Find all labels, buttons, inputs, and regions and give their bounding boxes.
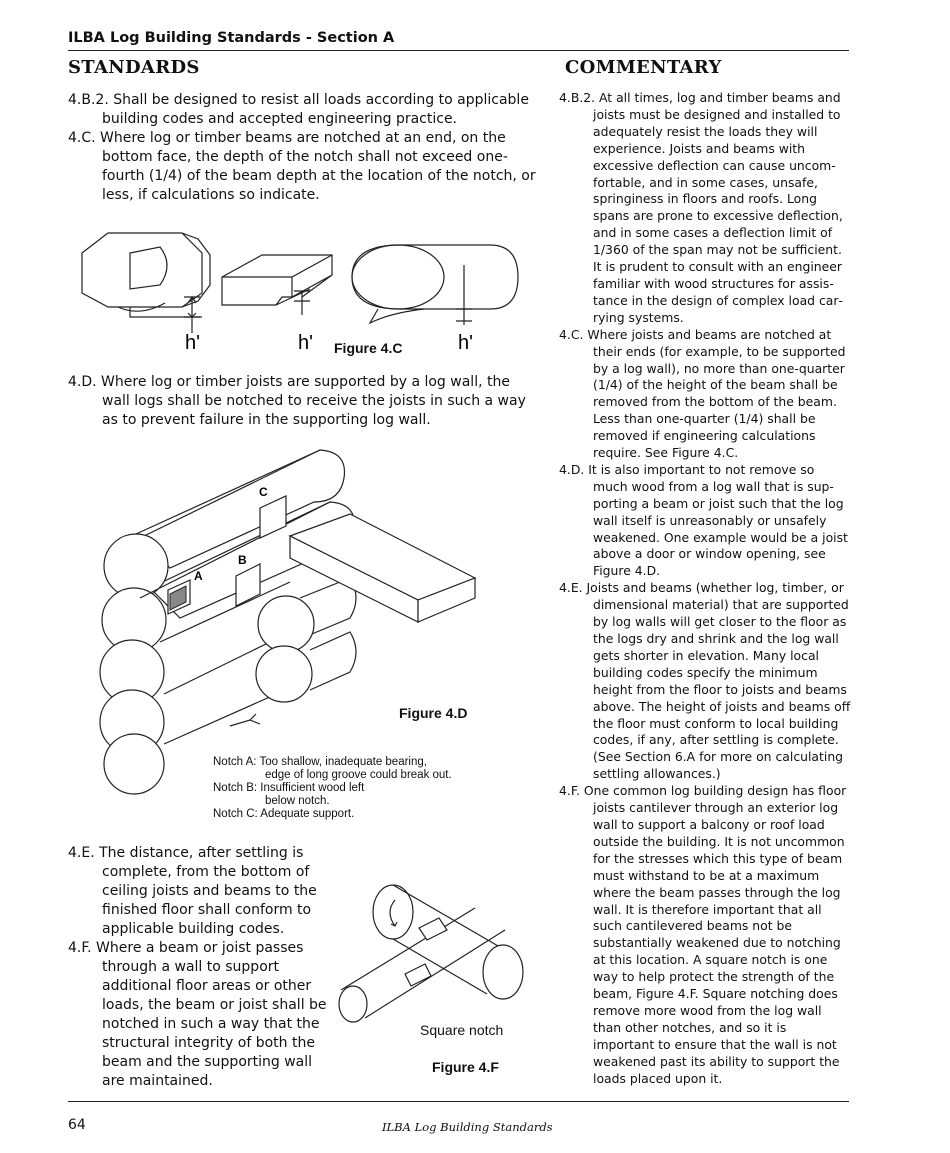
page-number: 64 [68,1117,86,1133]
figure-4f-caption: Figure 4.F [432,1059,499,1075]
note-b-line2: below notch. [265,795,330,807]
h-label-3: h' [458,332,473,354]
standard-4f: 4.F. Where a beam or joist passes through a wall to support additional floor areas or other loads, the beam or joist shall be notched in such a way that the structural integrity of both the beam and the supporting wall are maintained. [68,940,327,1089]
figure-4c-drawing [70,225,540,354]
notch-label-c: C [259,485,268,499]
commentary-block [559,90,851,1087]
standards-block-mid [68,373,538,430]
standard-4d: 4.D. Where log or timber joists are supported by a log wall, the wall logs shall be notched to receive the joists in such a way as to prevent failure in the supporting log wall. [68,374,526,428]
commentary-heading: COMMENTARY [565,57,722,78]
commentary-4c: 4.C. Where joists and beams are notched at their ends (for example, to be supported by a log wall), no more than one-quarter (1/4) of the height of the beam shall be removed from the bottom of the beam. Less than one-quarter (1/4) shall be removed if engineering calculations require. See Figure 4.C. [559,326,846,461]
commentary-4f: 4.F. One common log building design has floor joists cantilever through an exterior log wall to support a balcony or roof load outside the building. It is not uncommon for the stresses which this type of beam must withstand to be at a maximum where the beam passes through the log wall. It is therefore important that all such cantilevered beams not be substantially weakened due to notching at this location. A square notch is one way to help protect the strength of the beam, Figure 4.F. Square notching does remove more wood from the log wall than other notches, and so it is important to ensure that the wall is not weakened past its ability to support the loads placed upon it. [559,783,847,1086]
figure-4f-drawing [335,878,535,1028]
standards-block-bottom [68,844,330,1091]
notch-label-b: B [238,553,247,567]
note-a-line2: edge of long groove could break out. [265,769,452,781]
footer-rule [68,1101,849,1102]
note-c-line1: Notch C: Adequate support. [213,808,355,820]
figure-4d-caption: Figure 4.D [399,705,468,721]
note-b-line1: Notch B: Insufficient wood left [213,782,365,794]
figure-4d-notes [213,756,452,821]
h-label-1: h' [185,332,200,354]
standard-4c: 4.C. Where log or timber beams are notched at an end, on the bottom face, the depth of the notch shall not exceed one-fourth (1/4) of the beam depth at the location of the notch, or less, if calculations so indicate. [68,130,536,203]
figure-4d-drawing [100,438,500,798]
figure-4c-caption: Figure 4.C [334,340,403,356]
standard-4b2: 4.B.2. Shall be designed to resist all loads according to applicable building codes and accepted engineering practice. [68,92,529,127]
header-rule [68,50,849,51]
standard-4e: 4.E. The distance, after settling is complete, from the bottom of ceiling joists and beams to the finished floor shall conform to applicable building codes. [68,845,317,937]
standards-heading: STANDARDS [68,57,200,78]
standards-block-top [68,91,538,205]
commentary-4b2: 4.B.2. At all times, log and timber beams and joists must be designed and installed to adequately resist the loads they will experience. Joists and beams with excessive deflection can cause uncomfortable, and in some cases, unsafe, springiness in floors and roofs. Long spans are prone to excessive deflection, and in some cases a deflection limit of 1/360 of the span may not be sufficient. It is prudent to consult with an engineer familiar with wood structures for assistance in the design of complex load carrying systems. [559,90,843,325]
notch-label-a: A [194,569,203,583]
running-header: ILBA Log Building Standards - Section A [68,30,395,46]
commentary-4e: 4.E. Joists and beams (whether log, timber, or dimensional material) that are supported by log walls will get closer to the floor as the logs dry and shrink and the log wall gets shorter in elevation. Many local building codes specify the minimum height from the floor to joists and beams above. The height of joists and beams off the floor must conform to local building codes, if any, after settling is complete. (See Section 6.A for more on calculating settling allowances.) [559,580,851,782]
footer-title: ILBA Log Building Standards [382,1120,553,1134]
note-a-line1: Notch A: Too shallow, inadequate bearing, [213,756,427,768]
h-label-2: h' [298,332,313,354]
square-notch-label: Square notch [420,1022,504,1038]
commentary-4d: 4.D. It is also important to not remove so much wood from a log wall that is supporting a beam or joist such that the log wall itself is unreasonably or unsafely weakened. One example would be a joist above a door or window opening, see Figure 4.D. [559,461,848,579]
